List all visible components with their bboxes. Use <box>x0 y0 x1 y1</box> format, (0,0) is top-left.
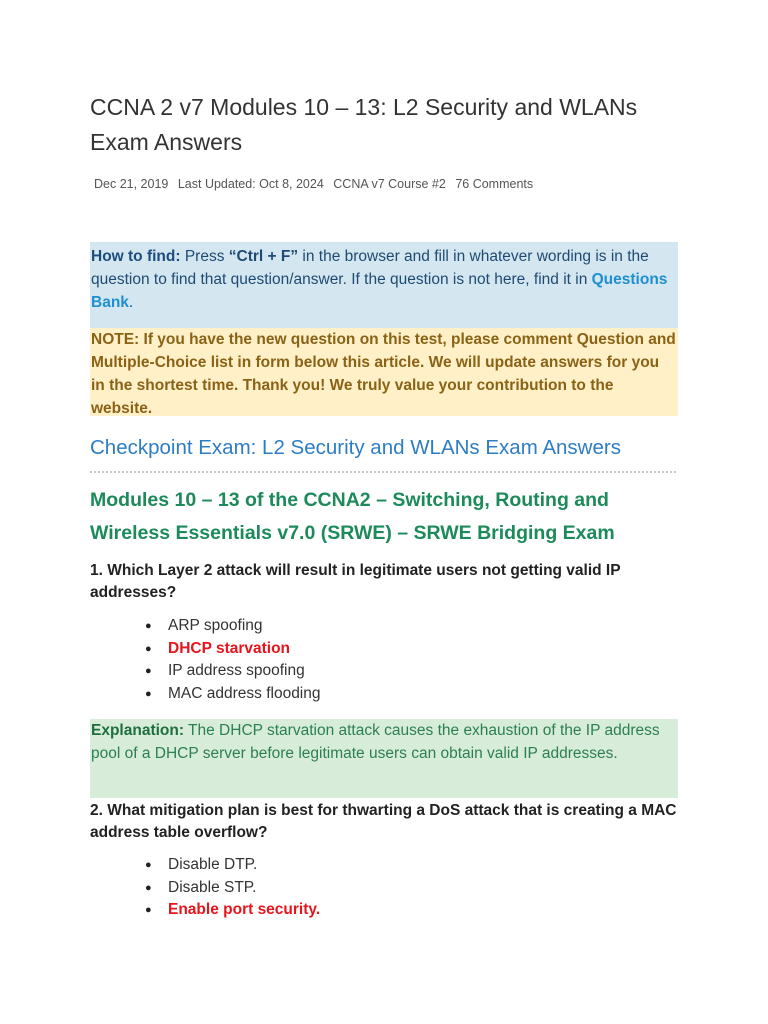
explanation-label: Explanation: <box>91 722 185 739</box>
option-correct: ● DHCP starvation <box>90 638 321 661</box>
option: ● Disable DTP. <box>90 854 320 877</box>
how-to-find-label: How to find: <box>91 248 181 265</box>
explanation-box <box>90 719 678 798</box>
how-to-find-end: . <box>128 294 134 311</box>
how-to-find-text-2: in the browser and fill in whatever wording is in the question to find that question/answer. If the question is not here, find it in <box>91 248 649 288</box>
question-2-options <box>90 854 320 922</box>
post-meta <box>94 177 539 191</box>
how-to-find-box <box>90 242 678 328</box>
comments-link[interactable]: 76 Comments <box>455 177 534 191</box>
option: ● ARP spoofing <box>90 615 321 638</box>
option: ● Disable STP. <box>90 877 320 900</box>
modules-heading: Modules 10 – 13 of the CCNA2 – Switching, Routing and Wireless Essentials v7.0 (SRWE) – SRWE Bridging Exam <box>90 489 615 544</box>
question-2: 2. What mitigation plan is best for thwarting a DoS attack that is creating a MAC address table overflow? <box>90 802 677 841</box>
option-correct: ● Enable port security. <box>90 899 320 922</box>
shortcut-text: “Ctrl + F” <box>228 248 299 265</box>
option: ● MAC address flooding <box>90 683 321 706</box>
dotted-divider <box>90 471 676 473</box>
checkpoint-heading: Checkpoint Exam: L2 Security and WLANs Exam Answers <box>90 436 621 459</box>
last-updated: Last Updated: Oct 8, 2024 <box>177 177 324 191</box>
category-link[interactable]: CCNA v7 Course #2 <box>333 177 446 191</box>
note-box: NOTE: If you have the new question on this test, please comment Question and Multiple-Choice list in form below this article. We will update answers for you in the shortest time. Thank you! We truly value your contribution to the website. <box>90 328 678 416</box>
question-1: 1. Which Layer 2 attack will result in legitimate users not getting valid IP addresses? <box>90 562 621 601</box>
option: ● IP address spoofing <box>90 660 321 683</box>
question-1-options <box>90 615 321 705</box>
page-title: CCNA 2 v7 Modules 10 – 13: L2 Security and WLANs Exam Answers <box>90 94 638 155</box>
post-date: Dec 21, 2019 <box>94 177 169 191</box>
explanation-text: The DHCP starvation attack causes the exhaustion of the IP address pool of a DHCP server before legitimate users can obtain valid IP addresses. <box>91 722 660 762</box>
questions-bank-link[interactable]: Questions Bank <box>91 271 668 311</box>
how-to-find-text-1: Press <box>180 248 229 265</box>
